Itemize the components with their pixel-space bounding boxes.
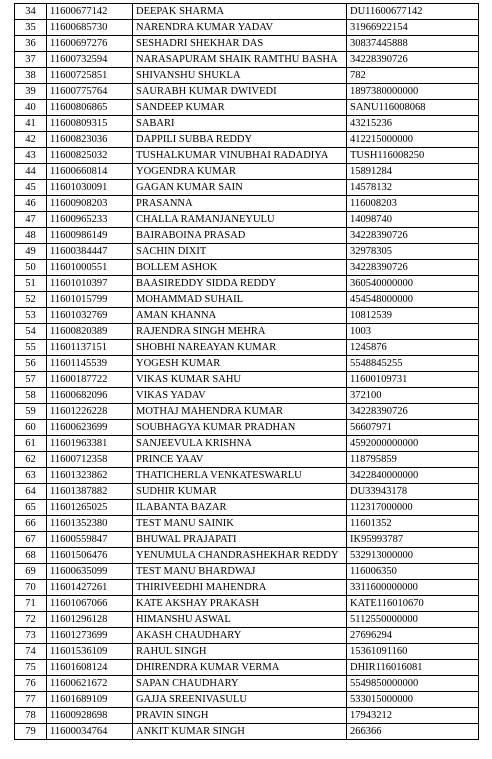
id-number-cell: 11600806865 (47, 100, 133, 116)
name-cell: THATICHERLA VENKATESWARLU (133, 468, 347, 484)
serial-number-cell: 51 (15, 276, 47, 292)
table-row (15, 260, 479, 276)
id-number-cell: 11600660814 (47, 164, 133, 180)
table-row (15, 628, 479, 644)
serial-number-cell: 74 (15, 644, 47, 660)
serial-number-cell: 54 (15, 324, 47, 340)
serial-number-cell: 63 (15, 468, 47, 484)
name-cell: BHUWAL PRAJAPATI (133, 532, 347, 548)
reference-number-cell: 116008203 (347, 196, 479, 212)
serial-number-cell: 42 (15, 132, 47, 148)
table-row (15, 100, 479, 116)
id-number-cell: 11600623699 (47, 420, 133, 436)
table-row (15, 132, 479, 148)
id-number-cell: 11600908203 (47, 196, 133, 212)
name-cell: SOUBHAGYA KUMAR PRADHAN (133, 420, 347, 436)
id-number-cell: 11601608124 (47, 660, 133, 676)
id-number-cell: 11601427261 (47, 580, 133, 596)
reference-number-cell: 34228390726 (347, 228, 479, 244)
id-number-cell: 11601506476 (47, 548, 133, 564)
name-cell: DHIRENDRA KUMAR VERMA (133, 660, 347, 676)
table-row (15, 4, 479, 20)
id-number-cell: 11600725851 (47, 68, 133, 84)
name-cell: PRAVIN SINGH (133, 708, 347, 724)
serial-number-cell: 67 (15, 532, 47, 548)
serial-number-cell: 69 (15, 564, 47, 580)
name-cell: AKASH CHAUDHARY (133, 628, 347, 644)
reference-number-cell: DHIR116016081 (347, 660, 479, 676)
reference-number-cell: 412215000000 (347, 132, 479, 148)
table-row (15, 36, 479, 52)
name-cell: BAASIREDDY SIDDA REDDY (133, 276, 347, 292)
name-cell: SANDEEP KUMAR (133, 100, 347, 116)
id-number-cell: 11600682096 (47, 388, 133, 404)
id-number-cell: 11601000551 (47, 260, 133, 276)
reference-number-cell: 30837445888 (347, 36, 479, 52)
id-number-cell: 11601273699 (47, 628, 133, 644)
table-row (15, 276, 479, 292)
id-number-cell: 11600621672 (47, 676, 133, 692)
name-cell: TEST MANU SAINIK (133, 516, 347, 532)
serial-number-cell: 62 (15, 452, 47, 468)
reference-number-cell: 43215236 (347, 116, 479, 132)
reference-number-cell: 27696294 (347, 628, 479, 644)
name-cell: DAPPILI SUBBA REDDY (133, 132, 347, 148)
name-cell: SAURABH KUMAR DWIVEDI (133, 84, 347, 100)
table-row (15, 292, 479, 308)
table-row (15, 308, 479, 324)
serial-number-cell: 78 (15, 708, 47, 724)
id-number-cell: 11601226228 (47, 404, 133, 420)
reference-number-cell: 10812539 (347, 308, 479, 324)
table-row (15, 436, 479, 452)
id-number-cell: 11600732594 (47, 52, 133, 68)
name-cell: SABARI (133, 116, 347, 132)
id-number-cell: 11601296128 (47, 612, 133, 628)
name-cell: KATE AKSHAY PRAKASH (133, 596, 347, 612)
table-row (15, 580, 479, 596)
reference-number-cell: 1003 (347, 324, 479, 340)
reference-number-cell: 532913000000 (347, 548, 479, 564)
table-row (15, 228, 479, 244)
id-number-cell: 11601536109 (47, 644, 133, 660)
reference-number-cell: 34228390726 (347, 404, 479, 420)
name-cell: CHALLA RAMANJANEYULU (133, 212, 347, 228)
reference-number-cell: SANU116008068 (347, 100, 479, 116)
id-number-cell: 11601067066 (47, 596, 133, 612)
reference-number-cell: 15891284 (347, 164, 479, 180)
reference-number-cell: 14098740 (347, 212, 479, 228)
id-number-cell: 11600823036 (47, 132, 133, 148)
id-number-cell: 11601010397 (47, 276, 133, 292)
reference-number-cell: 56607971 (347, 420, 479, 436)
serial-number-cell: 41 (15, 116, 47, 132)
table-row (15, 20, 479, 36)
name-cell: SHOBHI NAREAYAN KUMAR (133, 340, 347, 356)
name-cell: ANKIT KUMAR SINGH (133, 724, 347, 740)
serial-number-cell: 68 (15, 548, 47, 564)
reference-number-cell: KATE116010670 (347, 596, 479, 612)
serial-number-cell: 57 (15, 372, 47, 388)
id-number-cell: 11601689109 (47, 692, 133, 708)
table-row (15, 68, 479, 84)
reference-number-cell: TUSH116008250 (347, 148, 479, 164)
id-number-cell: 11600384447 (47, 244, 133, 260)
serial-number-cell: 64 (15, 484, 47, 500)
serial-number-cell: 40 (15, 100, 47, 116)
reference-number-cell: 17943212 (347, 708, 479, 724)
serial-number-cell: 77 (15, 692, 47, 708)
reference-number-cell: 31966922154 (347, 20, 479, 36)
table-row (15, 340, 479, 356)
serial-number-cell: 75 (15, 660, 47, 676)
reference-number-cell: 5549850000000 (347, 676, 479, 692)
table-row (15, 212, 479, 228)
serial-number-cell: 56 (15, 356, 47, 372)
serial-number-cell: 52 (15, 292, 47, 308)
serial-number-cell: 71 (15, 596, 47, 612)
serial-number-cell: 35 (15, 20, 47, 36)
reference-number-cell: 118795859 (347, 452, 479, 468)
table-row (15, 676, 479, 692)
serial-number-cell: 50 (15, 260, 47, 276)
serial-number-cell: 73 (15, 628, 47, 644)
table-row (15, 180, 479, 196)
name-cell: RAHUL SINGH (133, 644, 347, 660)
serial-number-cell: 47 (15, 212, 47, 228)
name-cell: MOTHAJ MAHENDRA KUMAR (133, 404, 347, 420)
reference-number-cell: 5548845255 (347, 356, 479, 372)
table-row (15, 612, 479, 628)
name-cell: SACHIN DIXIT (133, 244, 347, 260)
name-cell: VIKAS KUMAR SAHU (133, 372, 347, 388)
name-cell: SESHADRI SHEKHAR DAS (133, 36, 347, 52)
name-cell: VIKAS YADAV (133, 388, 347, 404)
name-cell: HIMANSHU ASWAL (133, 612, 347, 628)
id-number-cell: 11600775764 (47, 84, 133, 100)
reference-number-cell: 360540000000 (347, 276, 479, 292)
id-number-cell: 11600034764 (47, 724, 133, 740)
serial-number-cell: 45 (15, 180, 47, 196)
reference-number-cell: 14578132 (347, 180, 479, 196)
reference-number-cell: IK95993787 (347, 532, 479, 548)
serial-number-cell: 43 (15, 148, 47, 164)
table-row (15, 404, 479, 420)
table-row (15, 692, 479, 708)
reference-number-cell: 112317000000 (347, 500, 479, 516)
id-number-cell: 11600559847 (47, 532, 133, 548)
table-row (15, 116, 479, 132)
reference-number-cell: 32978305 (347, 244, 479, 260)
table-row (15, 148, 479, 164)
serial-number-cell: 76 (15, 676, 47, 692)
name-cell: NARENDRA KUMAR YADAV (133, 20, 347, 36)
table-row (15, 420, 479, 436)
serial-number-cell: 53 (15, 308, 47, 324)
reference-number-cell: 3422840000000 (347, 468, 479, 484)
table-row (15, 52, 479, 68)
table-row (15, 500, 479, 516)
table-row (15, 388, 479, 404)
name-cell: RAJENDRA SINGH MEHRA (133, 324, 347, 340)
reference-number-cell: 34228390726 (347, 260, 479, 276)
name-cell: YOGESH KUMAR (133, 356, 347, 372)
serial-number-cell: 36 (15, 36, 47, 52)
id-number-cell: 11601032769 (47, 308, 133, 324)
records-table (14, 3, 479, 740)
reference-number-cell: 5112550000000 (347, 612, 479, 628)
id-number-cell: 11600825032 (47, 148, 133, 164)
serial-number-cell: 58 (15, 388, 47, 404)
id-number-cell: 11601145539 (47, 356, 133, 372)
id-number-cell: 11600928698 (47, 708, 133, 724)
table-row (15, 532, 479, 548)
name-cell: DEEPAK SHARMA (133, 4, 347, 20)
id-number-cell: 11601323862 (47, 468, 133, 484)
table-row (15, 244, 479, 260)
name-cell: BOLLEM ASHOK (133, 260, 347, 276)
table-row (15, 596, 479, 612)
table-row (15, 660, 479, 676)
reference-number-cell: 15361091160 (347, 644, 479, 660)
id-number-cell: 11600809315 (47, 116, 133, 132)
name-cell: SHIVANSHU SHUKLA (133, 68, 347, 84)
name-cell: SUDHIR KUMAR (133, 484, 347, 500)
reference-number-cell: 11601352 (347, 516, 479, 532)
reference-number-cell: 116006350 (347, 564, 479, 580)
name-cell: PRINCE YAAV (133, 452, 347, 468)
id-number-cell: 11600697276 (47, 36, 133, 52)
id-number-cell: 11601963381 (47, 436, 133, 452)
id-number-cell: 11601137151 (47, 340, 133, 356)
records-table-body (15, 4, 479, 740)
reference-number-cell: 372100 (347, 388, 479, 404)
id-number-cell: 11600635099 (47, 564, 133, 580)
name-cell: ILABANTA BAZAR (133, 500, 347, 516)
serial-number-cell: 55 (15, 340, 47, 356)
id-number-cell: 11600820389 (47, 324, 133, 340)
name-cell: MOHAMMAD SUHAIL (133, 292, 347, 308)
serial-number-cell: 61 (15, 436, 47, 452)
serial-number-cell: 46 (15, 196, 47, 212)
name-cell: GAJJA SREENIVASULU (133, 692, 347, 708)
table-row (15, 452, 479, 468)
id-number-cell: 11600986149 (47, 228, 133, 244)
reference-number-cell: 454548000000 (347, 292, 479, 308)
table-row (15, 548, 479, 564)
serial-number-cell: 59 (15, 404, 47, 420)
table-row (15, 708, 479, 724)
table-row (15, 356, 479, 372)
reference-number-cell: DU33943178 (347, 484, 479, 500)
table-row (15, 372, 479, 388)
table-row (15, 84, 479, 100)
id-number-cell: 11600677142 (47, 4, 133, 20)
serial-number-cell: 60 (15, 420, 47, 436)
reference-number-cell: 11600109731 (347, 372, 479, 388)
reference-number-cell: 4592000000000 (347, 436, 479, 452)
name-cell: BAIRABOINA PRASAD (133, 228, 347, 244)
table-row (15, 564, 479, 580)
serial-number-cell: 72 (15, 612, 47, 628)
reference-number-cell: DU11600677142 (347, 4, 479, 20)
serial-number-cell: 44 (15, 164, 47, 180)
reference-number-cell: 3311600000000 (347, 580, 479, 596)
id-number-cell: 11601265025 (47, 500, 133, 516)
table-row (15, 324, 479, 340)
serial-number-cell: 48 (15, 228, 47, 244)
serial-number-cell: 49 (15, 244, 47, 260)
serial-number-cell: 37 (15, 52, 47, 68)
name-cell: THIRIVEEDHI MAHENDRA (133, 580, 347, 596)
table-row (15, 484, 479, 500)
id-number-cell: 11600685730 (47, 20, 133, 36)
id-number-cell: 11600712358 (47, 452, 133, 468)
name-cell: SAPAN CHAUDHARY (133, 676, 347, 692)
name-cell: TEST MANU BHARDWAJ (133, 564, 347, 580)
reference-number-cell: 1245876 (347, 340, 479, 356)
id-number-cell: 11601030091 (47, 180, 133, 196)
reference-number-cell: 1897380000000 (347, 84, 479, 100)
reference-number-cell: 34228390726 (347, 52, 479, 68)
serial-number-cell: 79 (15, 724, 47, 740)
serial-number-cell: 34 (15, 4, 47, 20)
serial-number-cell: 38 (15, 68, 47, 84)
id-number-cell: 11600965233 (47, 212, 133, 228)
id-number-cell: 11601015799 (47, 292, 133, 308)
name-cell: GAGAN KUMAR SAIN (133, 180, 347, 196)
table-row (15, 196, 479, 212)
serial-number-cell: 65 (15, 500, 47, 516)
serial-number-cell: 66 (15, 516, 47, 532)
name-cell: TUSHALKUMAR VINUBHAI RADADIYA (133, 148, 347, 164)
reference-number-cell: 266366 (347, 724, 479, 740)
table-row (15, 516, 479, 532)
table-row (15, 468, 479, 484)
reference-number-cell: 533015000000 (347, 692, 479, 708)
id-number-cell: 11601352380 (47, 516, 133, 532)
serial-number-cell: 70 (15, 580, 47, 596)
table-row (15, 644, 479, 660)
reference-number-cell: 782 (347, 68, 479, 84)
name-cell: NARASAPURAM SHAIK RAMTHU BASHA (133, 52, 347, 68)
table-row (15, 724, 479, 740)
name-cell: YENUMULA CHANDRASHEKHAR REDDY (133, 548, 347, 564)
name-cell: YOGENDRA KUMAR (133, 164, 347, 180)
id-number-cell: 11600187722 (47, 372, 133, 388)
table-row (15, 164, 479, 180)
name-cell: SANJEEVULA KRISHNA (133, 436, 347, 452)
name-cell: AMAN KHANNA (133, 308, 347, 324)
id-number-cell: 11601387882 (47, 484, 133, 500)
serial-number-cell: 39 (15, 84, 47, 100)
name-cell: PRASANNA (133, 196, 347, 212)
